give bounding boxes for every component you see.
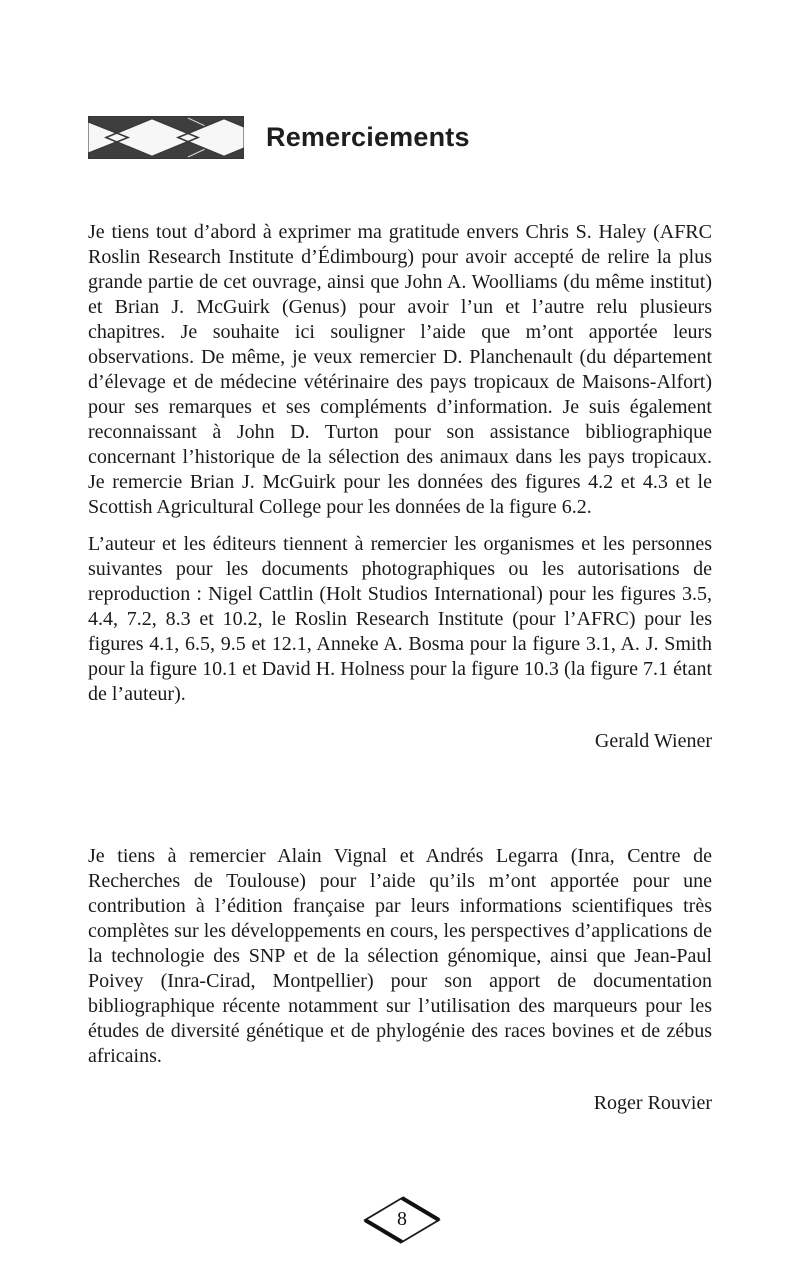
page-number-ornament xyxy=(361,1194,443,1246)
chapter-header xyxy=(88,116,470,159)
argyle-band-icon xyxy=(88,116,244,159)
paragraph-acknowledgement-3: Je tiens à remercier Alain Vignal et Andrés Legarra (Inra, Centre de Recherches de Toulouse) pour l’aide qu’ils m’ont apportée pour une contribution à l’édition française par leurs informations scientifiques très complètes sur les développements en cours, les perspectives d’applications de la technologie des SNP et de la sélection génomique, ainsi que Jean-Paul Poivey (Inra-Cirad, Montpellier) pour son apport de documentation bibliographique récente notamment sur l’utilisation des marqueurs pour les études de diversité génétique et de phylogénie des races bovines et de zébus africains. xyxy=(88,845,712,1067)
paragraph-acknowledgement-2: L’auteur et les éditeurs tiennent à remercier les organismes et les personnes suivantes pour les documents photographiques ou les autorisations de reproduction : Nigel Cattlin (Holt Studios International) pour les figures 3.5, 4.4, 7.2, 8.3 et 10.2, le Roslin Research Institute (pour l’AFRC) pour les figures 4.1, 6.5, 9.5 et 12.1, Anneke A. Bosma pour la figure 3.1, A. J. Smith pour la figure 10.1 et David H. Holness pour la figure 10.3 (la figure 7.1 étant de l’auteur). xyxy=(88,533,712,705)
acknowledgements-text xyxy=(88,220,712,1116)
signature-gerald-wiener: Gerald Wiener xyxy=(594,730,712,752)
page-title: Remerciements xyxy=(266,122,470,152)
signature-roger-rouvier: Roger Rouvier xyxy=(593,1092,712,1114)
paragraph-acknowledgement-1: Je tiens tout d’abord à exprimer ma gratitude envers Chris S. Haley (AFRC Roslin Research Institute d’Édimbourg) pour avoir accepté de relire la plus grande partie de cet ouvrage, ainsi que John A. Woolliams (du même institut) et Brian J. McGuirk (Genus) pour avoir l’un et l’autre relu plusieurs chapitres. Je souhaite ici souligner l’aide que m’ont apportée leurs observations. De même, je veux remercier D. Planchenault (du département d’élevage et de médecine vétérinaire des pays tropicaux de Maisons-Alfort) pour ses remarques et ses compléments d’information. Je suis également reconnaissant à John D. Turton pour son assistance bibliographique concernant l’historique de la sélection des animaux dans les pays tropicaux. Je remercie Brian J. McGuirk pour les données des figures 4.2 et 4.3 et le Scottish Agricultural College pour les données de la figure 6.2. xyxy=(88,221,712,518)
page-number: 8 xyxy=(397,1208,407,1231)
